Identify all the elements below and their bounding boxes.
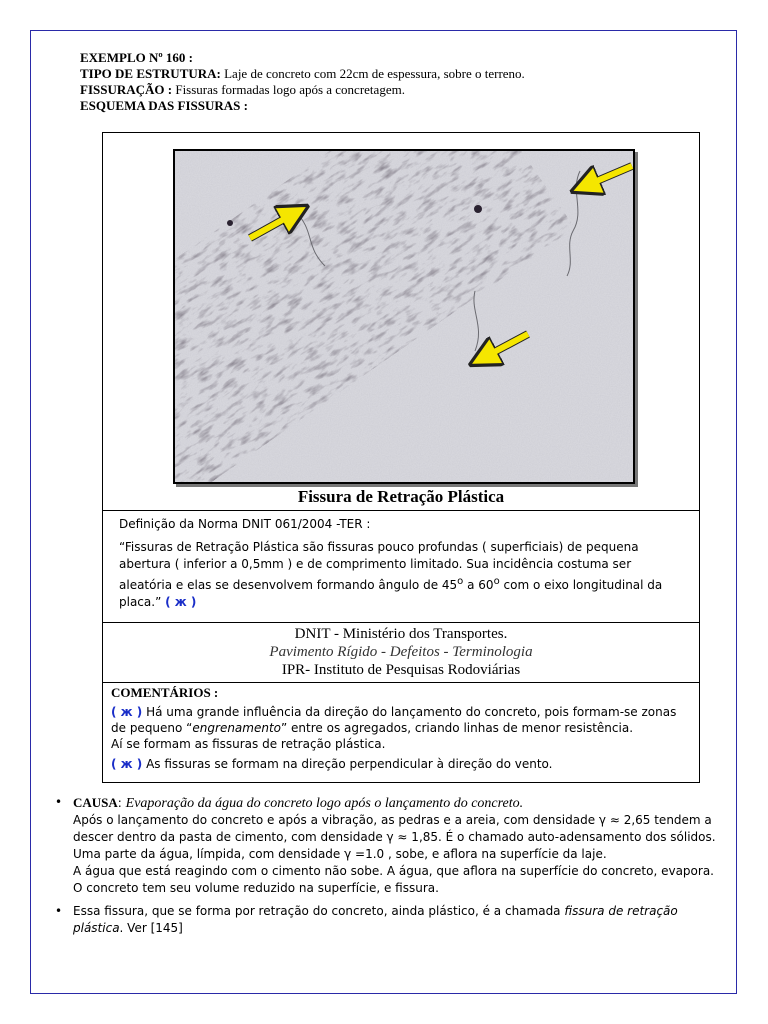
source-line-1: DNIT - Ministério dos Transportes. [294,626,508,642]
comment-1: ( ж ) Há uma grande influência da direção do lançamento do concreto, pois formam-se zonas de pequeno “engrenamento” entre os agregados, criando linhas de menor resistência. Aí se formam as fissuras de retração plástica. [111,705,677,751]
example-line: EXEMPLO Nº 160 : [80,50,193,65]
figure-caption: Fissura de Retração Plástica [297,487,505,506]
cracking-line: FISSURAÇÃO : Fissuras formadas logo após a concretagem. [80,82,405,97]
bullets-block [55,794,720,943]
definition-intro: Definição da Norma DNIT 061/2004 -TER : [119,517,371,531]
definition-block [119,516,685,617]
divider [103,622,699,623]
comments-title: COMENTÁRIOS : [111,685,219,700]
main-box [102,132,700,783]
scheme-line: ESQUEMA DAS FISSURAS : [80,98,248,113]
comments-block [111,685,693,776]
source-line-3: IPR- Instituto de Pesquisas Rodoviárias [281,662,521,678]
structure-line: TIPO DE ESTRUTURA: Laje de concreto com 22cm de espessura, sobre o terreno. [80,66,525,81]
crack-photo [173,149,635,484]
definition-text: “Fissuras de Retração Plástica são fissuras pouco profundas ( superficiais) de pequena abertura ( inferior a 0,5mm ) e de comprimento limitado. Sua incidência costuma ser aleatória e elas se desenvolvem formando ângulo de 45$^o$ a 60$^o$ com o eixo longitudinal da placa.” ( ж ) [119,540,663,609]
reference-symbol: ( ж ) [165,595,197,609]
header [80,50,525,114]
divider [103,510,699,511]
bullet-retraction: • Essa fissura, que se forma por retração do concreto, ainda plástico, é a chamada fissura de retração plástica. Ver [145] [55,904,678,935]
source-block [103,625,699,679]
bullet-causa: • CAUSA: Evaporação da água do concreto logo após o lançamento do concreto. Após o lançamento do concreto e após a vibração, as pedras e a areia, com densidade γ ≈ 2,65 tendem a descer dentro da pasta de cimento, com densidade γ ≈ 1,85. É o chamado auto-adensamento dos sólidos. Uma parte da água, límpida, com densidade γ =1.0 , sobe, e aflora na superfície da laje. A água que está reagindo com o cimento não sobe. A água, que aflora na superfície do concreto, evapora. O concreto tem seu volume reduzido na superfície, e fissura. [55,795,716,895]
comment-2: ( ж ) As fissuras se formam na direção perpendicular à direção do vento. [111,757,553,771]
source-line-2: Pavimento Rígido - Defeitos - Terminologia [269,644,533,660]
divider [103,682,699,683]
